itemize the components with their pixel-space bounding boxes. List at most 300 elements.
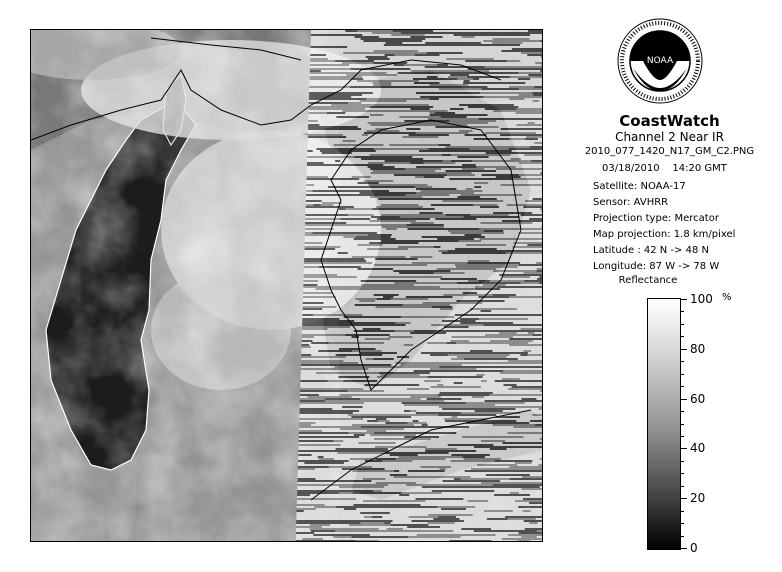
scan-stripe [370, 434, 416, 436]
scan-stripe [414, 370, 444, 372]
scan-stripe [436, 444, 448, 446]
scan-stripe [487, 380, 495, 382]
scan-stripe [540, 458, 543, 460]
scan-stripe [493, 392, 504, 394]
scan-stripe [479, 52, 498, 54]
projection-type-label: Projection type: Mercator [593, 213, 719, 224]
scan-stripe [463, 456, 485, 458]
scan-stripe [532, 444, 543, 446]
scan-stripe [383, 114, 395, 116]
scan-stripe [483, 172, 525, 174]
scan-stripe [316, 416, 352, 418]
scan-stripe [302, 334, 346, 336]
scan-stripe [311, 342, 328, 344]
scan-stripe [477, 260, 489, 262]
scan-stripe [311, 328, 328, 330]
scan-stripe [349, 524, 391, 526]
scan-stripe [387, 194, 405, 196]
scan-stripe [497, 204, 507, 206]
scan-stripe [448, 496, 478, 498]
scan-stripe [442, 408, 496, 410]
scan-stripe [532, 92, 543, 94]
scan-stripe [304, 260, 366, 262]
scan-stripe [512, 48, 543, 50]
scan-stripe [496, 534, 509, 536]
scan-stripe [324, 302, 381, 304]
scan-stripe [447, 388, 508, 390]
colorbar-minor-tick [681, 336, 684, 337]
scan-stripe [541, 106, 543, 108]
colorbar [647, 298, 681, 550]
scan-stripe [455, 330, 478, 332]
scan-stripe [302, 330, 354, 332]
scan-stripe [304, 268, 358, 270]
scan-stripe [445, 470, 465, 472]
scan-stripe [307, 178, 360, 180]
scan-stripe [406, 46, 441, 48]
scan-stripe [300, 390, 347, 392]
scan-stripe [441, 116, 467, 118]
scan-stripe [300, 402, 364, 404]
scan-stripe [330, 524, 349, 526]
scan-stripe [422, 474, 486, 476]
scan-stripe [320, 212, 328, 214]
scan-stripe [427, 398, 462, 400]
scan-stripe [343, 360, 406, 362]
scan-stripe [477, 242, 485, 244]
scan-stripe [387, 526, 407, 528]
scan-stripe [521, 328, 543, 330]
scan-stripe [532, 298, 543, 300]
scan-stripe [416, 412, 461, 414]
scan-stripe [507, 356, 524, 358]
scan-stripe [530, 512, 543, 514]
scan-stripe [415, 54, 440, 56]
scan-stripe [375, 300, 402, 302]
scan-stripe [339, 348, 376, 350]
scan-stripe [444, 254, 477, 256]
scan-stripe [540, 70, 543, 72]
scan-stripe [413, 344, 433, 346]
scan-stripe [334, 458, 350, 460]
scan-stripe [517, 332, 528, 334]
scan-stripe [445, 458, 464, 460]
scan-stripe [309, 92, 373, 94]
scan-stripe [404, 64, 437, 66]
scan-stripe [311, 42, 317, 44]
scan-stripe [506, 284, 543, 286]
scan-stripe [332, 422, 386, 424]
scan-stripe [333, 204, 381, 206]
scan-stripe [367, 344, 379, 346]
scan-stripe [459, 208, 494, 210]
scan-stripe [515, 418, 540, 420]
scan-stripe [506, 244, 527, 246]
scan-stripe [311, 30, 345, 32]
scan-stripe [437, 40, 484, 42]
scan-stripe [478, 496, 535, 498]
scan-stripe [423, 266, 446, 268]
scan-stripe [301, 368, 353, 370]
scan-stripe [542, 64, 544, 66]
scan-stripe [369, 184, 389, 186]
scan-stripe [342, 110, 402, 112]
scan-stripe [519, 532, 543, 534]
scan-stripe [524, 446, 543, 448]
scan-stripe [302, 346, 311, 348]
scan-stripe [417, 140, 422, 142]
map-projection-label: Map projection: 1.8 km/pixel [593, 229, 736, 240]
scan-stripe [423, 138, 474, 140]
scan-stripe [370, 196, 422, 198]
scan-stripe [376, 150, 419, 152]
scan-stripe [306, 212, 320, 214]
scan-stripe [404, 404, 451, 406]
scan-stripe [360, 398, 421, 400]
scan-stripe [503, 230, 534, 232]
scan-stripe [297, 488, 303, 490]
scan-stripe [509, 146, 529, 148]
scan-stripe [525, 138, 538, 140]
scan-stripe [306, 204, 313, 206]
scan-stripe [468, 480, 500, 482]
scan-stripe [371, 480, 398, 482]
scan-stripe [427, 52, 463, 54]
scan-stripe [532, 212, 543, 214]
satellite-label: Satellite: NOAA-17 [593, 181, 686, 192]
scan-stripe [418, 50, 470, 52]
scan-stripe [305, 234, 368, 236]
scan-stripe [374, 152, 436, 154]
scan-stripe [309, 96, 351, 98]
scan-stripe [512, 528, 525, 530]
scan-stripe [310, 72, 340, 74]
scan-stripe [353, 78, 364, 80]
scan-stripe [302, 316, 343, 318]
scan-stripe [307, 154, 358, 156]
scan-stripe [382, 274, 428, 276]
scan-stripe [297, 514, 339, 516]
scan-stripe [469, 326, 477, 328]
scan-stripe [391, 34, 424, 36]
scan-stripe [376, 482, 416, 484]
scan-stripe [417, 534, 462, 536]
scan-stripe [405, 256, 410, 258]
scan-stripe [368, 282, 395, 284]
scan-stripe [518, 266, 544, 268]
scan-stripe [343, 482, 376, 484]
scan-stripe [301, 378, 348, 380]
colorbar-tick-label: 20 [690, 491, 706, 506]
scan-stripe [300, 400, 325, 402]
scan-stripe [305, 244, 358, 246]
scan-stripe [468, 84, 518, 86]
scan-stripe [528, 30, 543, 32]
scan-stripe [348, 286, 401, 288]
scan-stripe [466, 510, 484, 512]
scan-stripe [396, 458, 445, 460]
scan-stripe [390, 58, 405, 60]
scan-stripe [425, 42, 438, 44]
scan-stripe [460, 284, 483, 286]
scan-stripe [537, 268, 543, 270]
scan-stripe [324, 162, 369, 164]
longitude-label: Longitude: 87 W -> 78 W [593, 261, 720, 272]
scan-stripe [436, 320, 442, 322]
scan-stripe [398, 72, 448, 74]
scan-stripe [377, 368, 430, 370]
scan-stripe [462, 258, 520, 260]
scan-stripe [391, 524, 429, 526]
scan-stripe [304, 252, 318, 254]
scan-stripe [515, 186, 541, 188]
scan-stripe [390, 338, 446, 340]
scan-stripe [310, 52, 343, 54]
scan-stripe [491, 184, 501, 186]
scan-stripe [335, 366, 383, 368]
scan-stripe [447, 174, 475, 176]
colorbar-minor-tick [681, 424, 684, 425]
scan-stripe [468, 126, 498, 128]
scan-stripe [422, 140, 449, 142]
scan-stripe [498, 38, 530, 40]
scan-stripe [399, 130, 459, 132]
scan-stripe [305, 240, 340, 242]
scan-stripe [393, 296, 406, 298]
satellite-image-svg [31, 30, 543, 542]
scan-stripe [399, 470, 408, 472]
scan-stripe [491, 540, 517, 542]
scan-stripe [391, 290, 418, 292]
scan-stripe [301, 354, 311, 356]
scan-stripe [370, 154, 426, 156]
scan-stripe [461, 536, 522, 538]
scan-stripe [311, 530, 336, 532]
scan-stripe [531, 510, 544, 512]
scan-stripe [376, 418, 387, 420]
scan-stripe [461, 528, 484, 530]
scan-stripe [356, 150, 376, 152]
scan-stripe [530, 420, 543, 422]
scan-stripe [337, 452, 365, 454]
scan-stripe [298, 460, 348, 462]
scan-stripe [373, 92, 416, 94]
scan-stripe [429, 148, 470, 150]
scan-stripe [485, 292, 522, 294]
scan-stripe [381, 302, 414, 304]
scan-stripe [404, 410, 410, 412]
scan-stripe [520, 60, 543, 62]
scan-stripe [406, 100, 428, 102]
scan-stripe [399, 456, 463, 458]
scan-stripe [542, 334, 543, 336]
scan-stripe [497, 524, 543, 526]
scan-stripe [524, 350, 532, 352]
scan-stripe [351, 538, 406, 540]
scan-stripe [395, 498, 416, 500]
scan-stripe [304, 254, 323, 256]
scan-stripe [480, 226, 515, 228]
scan-stripe [310, 70, 321, 72]
scan-stripe [533, 198, 543, 200]
scan-stripe [541, 130, 543, 132]
scan-stripe [429, 200, 443, 202]
scan-stripe [522, 288, 543, 290]
scan-stripe [382, 460, 412, 462]
scan-stripe [522, 42, 543, 44]
scan-stripe [340, 272, 386, 274]
scan-stripe [521, 536, 531, 538]
scan-stripe [505, 516, 543, 518]
scan-stripe [322, 152, 338, 154]
scan-stripe [528, 88, 543, 90]
scan-stripe [482, 302, 498, 304]
scan-stripe [390, 420, 413, 422]
scan-stripe [393, 520, 412, 522]
scan-stripe [476, 218, 521, 220]
scan-stripe [365, 338, 390, 340]
scan-stripe [477, 278, 485, 280]
scan-stripe [325, 304, 355, 306]
scan-stripe [353, 504, 360, 506]
scan-stripe [437, 238, 474, 240]
scan-stripe [468, 280, 478, 282]
scan-stripe [338, 376, 355, 378]
scan-stripe [426, 384, 437, 386]
scan-stripe [375, 66, 425, 68]
scan-stripe [313, 340, 352, 342]
scan-stripe [313, 204, 321, 206]
scan-stripe [305, 248, 336, 250]
scan-stripe [540, 390, 543, 392]
scan-stripe [471, 352, 528, 354]
scan-stripe [304, 510, 347, 512]
scan-stripe [509, 296, 543, 298]
scan-stripe [541, 320, 543, 322]
scan-stripe [298, 476, 309, 478]
scan-stripe [375, 310, 425, 312]
scan-stripe [454, 478, 461, 480]
scan-stripe [399, 38, 425, 40]
scan-stripe [491, 532, 519, 534]
scan-stripe [475, 36, 531, 38]
scan-stripe [299, 430, 322, 432]
scan-stripe [514, 104, 543, 106]
scan-stripe [487, 518, 508, 520]
scan-stripe [314, 352, 325, 354]
scan-stripe [359, 56, 366, 58]
scan-stripe [410, 378, 461, 380]
scan-stripe [358, 370, 376, 372]
scan-stripe [494, 58, 507, 60]
scan-stripe [514, 198, 533, 200]
scan-stripe [470, 476, 522, 478]
scan-stripe [512, 326, 543, 328]
scan-stripe [518, 358, 543, 360]
scan-stripe [304, 276, 357, 278]
scan-stripe [305, 230, 358, 232]
scan-stripe [529, 68, 539, 70]
scan-stripe [301, 366, 335, 368]
scan-stripe [374, 432, 425, 434]
scan-stripe [305, 220, 369, 222]
scan-stripe [498, 34, 530, 36]
scan-stripe [507, 58, 543, 60]
scan-stripe [456, 188, 466, 190]
scan-stripe [446, 32, 510, 34]
scan-stripe [364, 180, 394, 182]
scan-stripe [490, 280, 524, 282]
scan-stripe [499, 274, 543, 276]
scan-stripe [307, 170, 321, 172]
scan-stripe [430, 98, 439, 100]
scan-stripe [442, 200, 503, 202]
scan-stripe [437, 64, 448, 66]
scan-stripe [308, 476, 357, 478]
scan-stripe [355, 36, 380, 38]
scan-stripe [326, 326, 350, 328]
scan-stripe [297, 486, 339, 488]
scan-stripe [513, 62, 521, 64]
scan-stripe [296, 538, 303, 540]
scan-stripe [464, 520, 517, 522]
scan-stripe [469, 148, 509, 150]
scan-stripe [298, 470, 327, 472]
scan-stripe [300, 394, 319, 396]
scan-stripe [443, 212, 494, 214]
scan-stripe [438, 136, 478, 138]
scan-stripe [297, 490, 323, 492]
scan-stripe [337, 274, 382, 276]
colorbar-minor-tick [681, 523, 684, 524]
scan-stripe [391, 84, 430, 86]
scan-stripe [446, 170, 472, 172]
scan-stripe [388, 484, 406, 486]
scan-stripe [308, 128, 361, 130]
scan-stripe [389, 144, 438, 146]
scan-stripe [482, 90, 511, 92]
scan-stripe [534, 142, 543, 144]
scan-stripe [493, 130, 541, 132]
scan-stripe [499, 114, 543, 116]
scan-stripe [358, 194, 387, 196]
scan-stripe [401, 364, 435, 366]
colorbar-minor-tick [681, 311, 684, 312]
scan-stripe [366, 260, 414, 262]
scan-stripe [354, 238, 396, 240]
scan-stripe [442, 320, 476, 322]
scan-stripe [357, 226, 382, 228]
scan-stripe [456, 432, 507, 434]
scan-stripe [455, 472, 500, 474]
scan-stripe [493, 396, 526, 398]
scan-stripe [479, 44, 520, 46]
scan-stripe [330, 108, 365, 110]
scan-stripe [421, 190, 483, 192]
scan-stripe [395, 258, 418, 260]
scan-stripe [435, 170, 445, 172]
scan-stripe [308, 396, 352, 398]
scan-stripe [381, 308, 440, 310]
scan-stripe [476, 326, 512, 328]
scan-stripe [450, 304, 508, 306]
colorbar-tick [681, 299, 687, 300]
scan-stripe [395, 330, 409, 332]
scan-stripe [389, 184, 428, 186]
scan-stripe [419, 384, 426, 386]
scan-stripe [449, 452, 513, 454]
scan-stripe [413, 472, 423, 474]
